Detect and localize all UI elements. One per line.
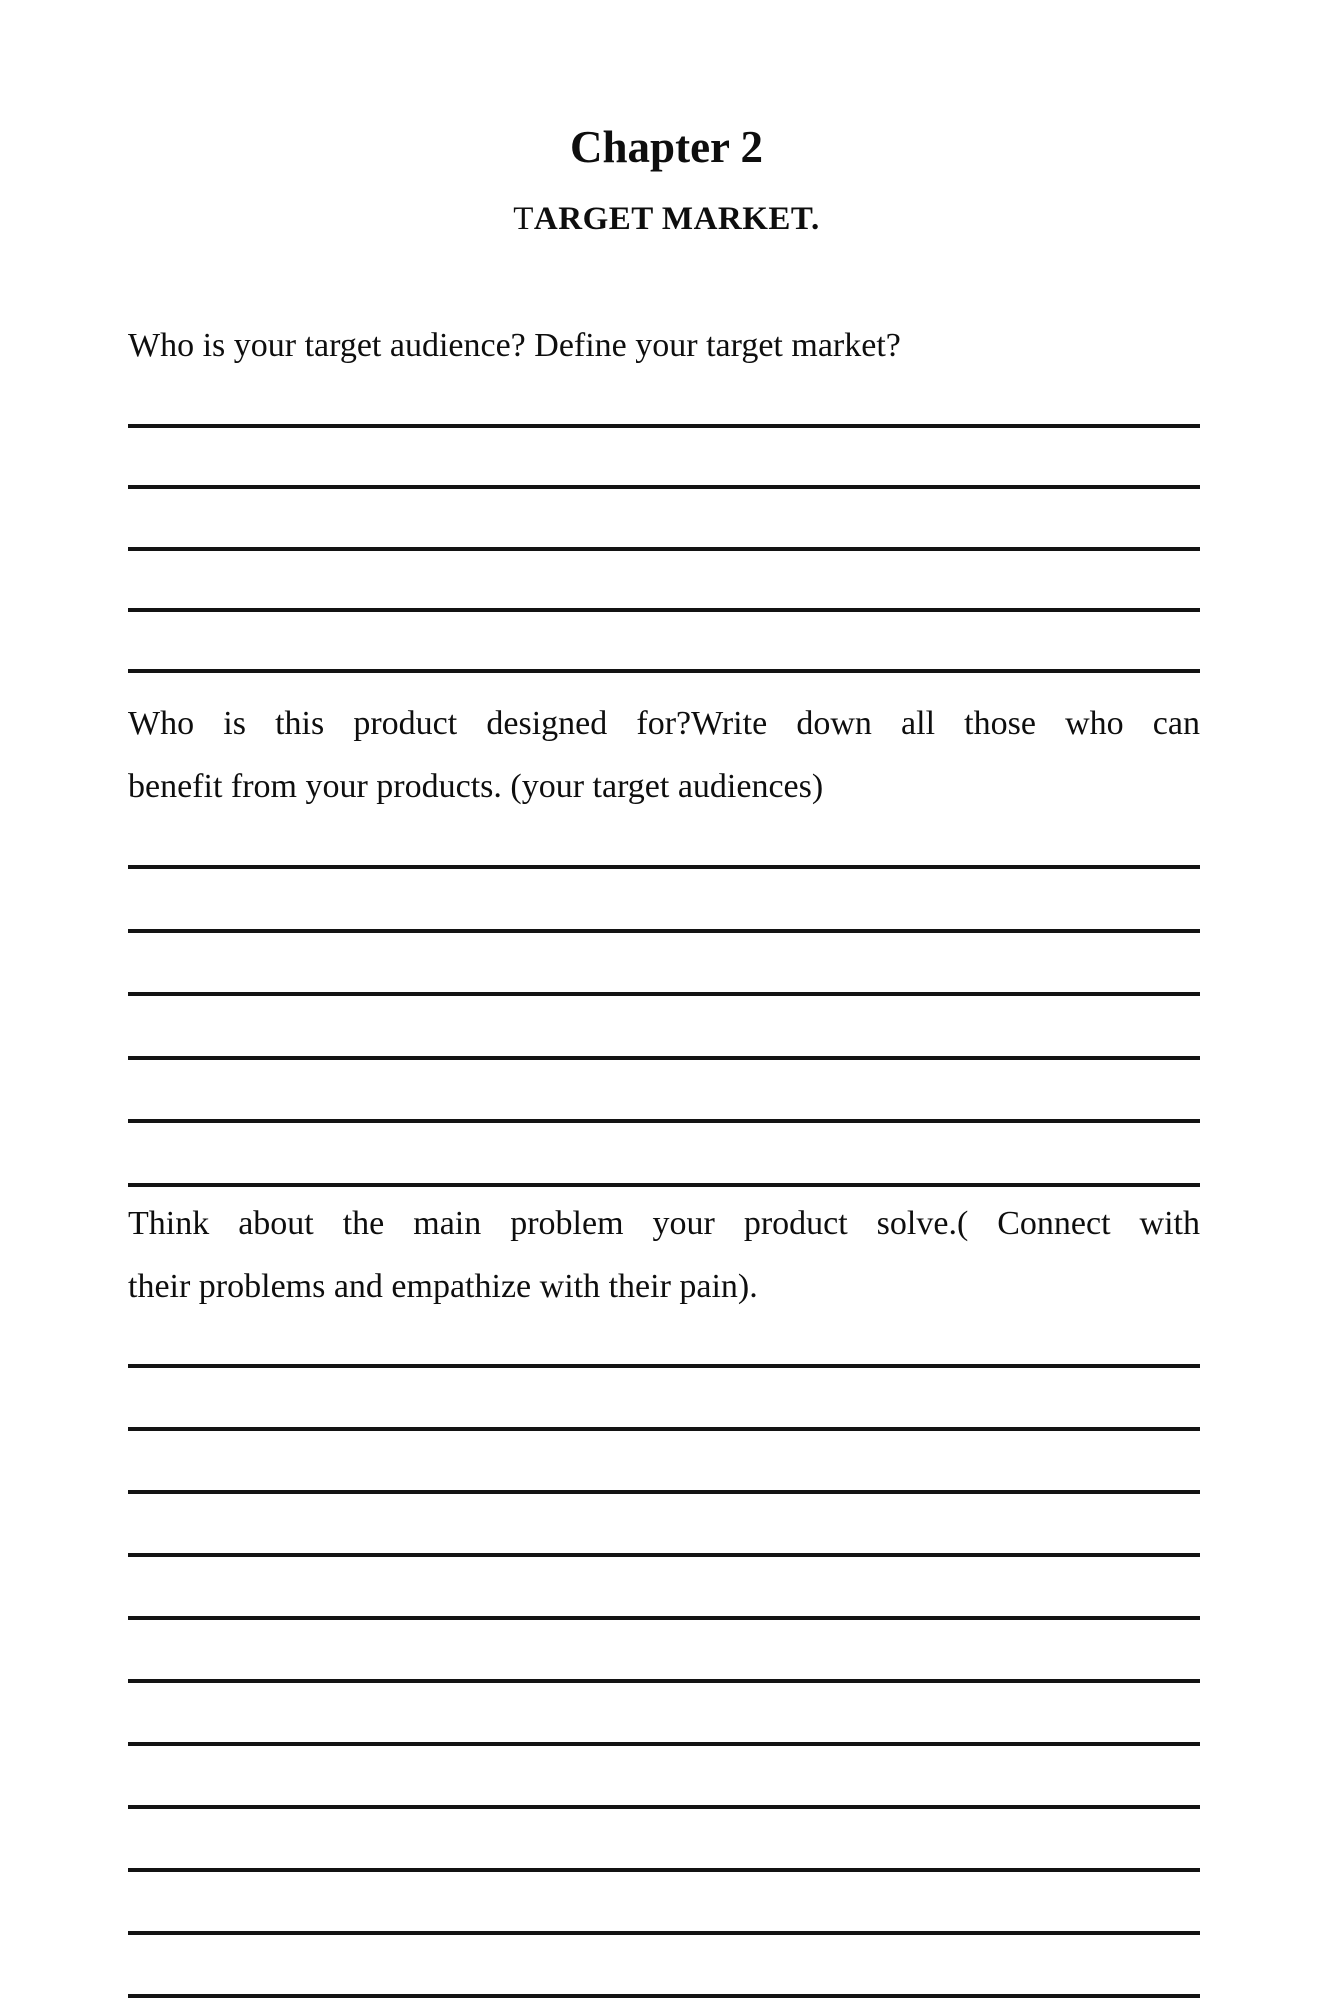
answer-rule-q2-2: [128, 929, 1200, 933]
question-q3: [128, 1192, 1200, 1318]
answer-rule-q2-3: [128, 992, 1200, 996]
answer-rule-q3-6: [128, 1679, 1200, 1683]
answer-rule-q1-2: [128, 485, 1200, 489]
question-q3-line-2: their problems and empathize with their pain).: [128, 1268, 758, 1305]
answer-rule-q1-4: [128, 608, 1200, 612]
answer-rule-q1-1: [128, 424, 1200, 428]
answer-rule-q2-5: [128, 1119, 1200, 1123]
chapter-title: Chapter 2: [570, 122, 763, 172]
answer-rule-q2-4: [128, 1056, 1200, 1060]
answer-rule-q3-2: [128, 1427, 1200, 1431]
answer-rule-q3-4: [128, 1553, 1200, 1557]
answer-rule-q3-11: [128, 1994, 1200, 1998]
answer-rule-q2-6: [128, 1183, 1200, 1187]
answer-rule-q2-1: [128, 865, 1200, 869]
answer-rule-q3-8: [128, 1805, 1200, 1809]
question-q2: [128, 692, 1200, 818]
answer-rule-q3-5: [128, 1616, 1200, 1620]
question-q1: [128, 314, 1200, 377]
answer-rule-q1-5: [128, 669, 1200, 673]
question-q2-line-2: benefit from your products. (your target audiences): [128, 768, 824, 805]
question-q1-line-1: Who is your target audience? Define your target market?: [128, 327, 901, 364]
answer-rule-q3-7: [128, 1742, 1200, 1746]
chapter-subtitle: [0, 197, 1333, 241]
subtitle-initial-letter: T: [513, 201, 534, 237]
question-q2-line-1: Who is this product designed for?Write down all those who can: [128, 705, 1200, 742]
subtitle-rest: ARGET MARKET.: [533, 201, 820, 237]
question-q3-line-1: Think about the main problem your product solve.( Connect with: [128, 1205, 1200, 1242]
answer-rule-q1-3: [128, 547, 1200, 551]
answer-rule-q3-10: [128, 1931, 1200, 1935]
answer-rule-q3-9: [128, 1868, 1200, 1872]
answer-rule-q3-1: [128, 1364, 1200, 1368]
answer-rule-q3-3: [128, 1490, 1200, 1494]
